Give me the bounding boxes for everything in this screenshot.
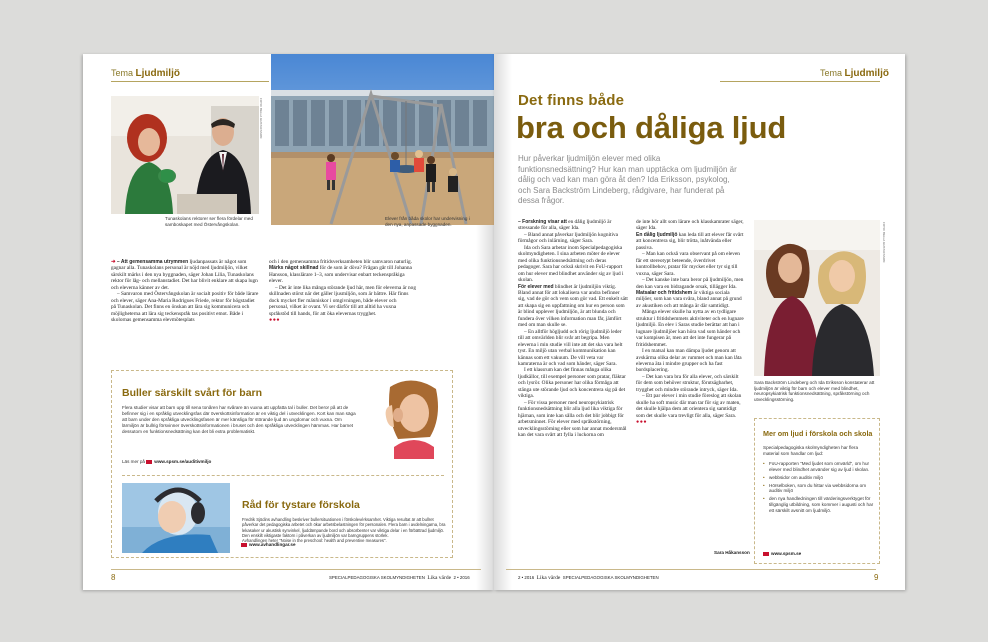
page-number: 9 xyxy=(874,573,879,582)
photo-child-headphones xyxy=(122,483,230,553)
section-label: Tema Ljudmiljö xyxy=(820,68,889,79)
magazine-spread xyxy=(83,54,905,590)
section-rule xyxy=(111,81,269,82)
list-item: • Hörselboken, som du hittar via webbsidorna om auditiv miljö xyxy=(763,483,875,495)
arrow-icon xyxy=(763,552,769,556)
avhandlingar-link[interactable]: www.avhandlingar.se xyxy=(241,542,296,547)
list-item: • den nya handledningen till värderingsverktyget för tillgänglig utbildning, som kommer i augusti och har ett särskilt avsnitt om ljudmiljö. xyxy=(763,496,875,514)
left-page xyxy=(83,54,494,590)
section-label: Tema Ljudmiljö xyxy=(111,68,180,79)
fact-box xyxy=(111,370,453,558)
photo-rectors xyxy=(111,96,259,214)
page-footer: SPECIALPEDAGOGISKA SKOLMYNDIGHETEN Lika värde 2 • 2016 xyxy=(329,575,470,581)
photo-caption: Elever från båda skolor har undervisning i den nya, anpassade byggnaden. xyxy=(385,216,470,227)
arrow-icon xyxy=(241,543,247,547)
fact-box-text: Flera studier visar att barn upp till sena tonåren har svårare än vuxna att uppfatta tal i buller. Det beror på att de befinner sig i en språklig utvecklingsfas där överskottsinformation är en viktig del i utvecklingen. Kort kan man säga att barn under den språkliga utvecklingsfasen är mer känsliga för störande ljud än ungdomar och vuxna. Om lärmiljön är bullrig försvinner överskottsinformationen i bruset och den språkliga utvecklingen hämmas. Har barnet dessutom en funktionsnedsättning kan det bli extra problematiskt. xyxy=(122,405,356,434)
info-box-title: Mer om ljud i förskola och skola xyxy=(763,429,873,438)
fact-box-text: Fredrik Sjödins avhandling beskriver bullersituationen i förskolevérksamhet. Viktiga resultat är att bullret påverkar det pedagogiska arbetet och ökar arbetsbelastningen för personalen. Flera barn i avdelningarna, bra lekasaker ur akustisk synvinkel, ljuddämpande bord och absorbenter var viktiga delar i en förbättrad ljudmiljö. Den enskilt viktigaste faktorn i påverkan av ljudmiljön var barngruppens storlek. Avhandlingen heter "Noise in the preschool: health and preventive measures". xyxy=(242,517,446,544)
body-column: de inte hör allt som lärare och klasskamrater säger, säger Ida. En dålig ljudmiljö kan leda till att elever får svårt att koncentrera sig, blir trötta, inåtvända eller passiva. – Man kan också vara observant på om eleven får ett stereotypt beteende, överdrivet kontrollbehov, pratar för mycket eller tyr sig till vuxna, säger Sara. – Det kanske inte bara beror på ljudmiljön, men den kan vara en bidragande orsak, tillägger Ida. Matsalar och fritidshem är viktiga sociala miljöer, som kan vara svåra, bland annat på grund av akustiken och att många är där samtidigt. Många elever skulle ha nytta av en tydligare struktur i fritidshemmets aktiviteter och en lugnare ljudmiljö. En elev i Saras studie berättar att han i lugnare ljudmiljöer kan höra vad som händer och var kompisen är, men att det inte fungerar på fritidshemmet. I en matsal kan man dämpa ljudet genom att avskärma olika delar av rummet och man kan låta eleverna äta i mindre grupper och ha fast bordsplacering. – Det kan vara bra för alla elever, och särskilt för dem som behöver struktur, förutsägbarhet, trygghet och mindre störande intryck, säger Ida. – Ett par elever i min studie föreslog att skolan skulle ha soft music där man tar för sig av maten, det skulle hjälpa dem att orientera sig samtidigt som det skulle vara trevligt för alla, säger Sara. ●●● xyxy=(636,219,744,426)
resource-list xyxy=(763,461,875,514)
right-page xyxy=(494,54,905,590)
photo-experts xyxy=(754,220,880,376)
byline: Sara Håkansson xyxy=(714,550,750,555)
photo-credit: FOTO: BELLA GUSTAFSSON xyxy=(259,98,263,139)
arrow-icon xyxy=(146,460,152,464)
body-column: – Forskning visar att en dålig ljudmiljö är stressande för alla, säger Ida. – Bland annat påverkar ljudmiljön kognitiva förmågor och inlärning, säger Sara. Ida och Sara arbetar inom Specialpedagogiska skolmyndigheten. I sina arbeten möter de elever med olika funktionsnedsättning och deras pedagoger. Sara har också skrivit en FoU-rapport om hur elever med blindhet använder sig av ljud i skolan. För elever med blindhet är ljudmiljön viktig. Bland annat för att lokalisera var andra befinner sig, vad de gör och vem som gör vad. Ett enkelt sätt att skapa sig en uppfattning om hur en person som är blind upplever ljudmiljön, är att blunda och fundera över vilken information man får, jämfört med om man skulle se. – En alltför högljudd och rörig ljudmiljö leder till att omvärlden blir svår att begripa. Men eleverna i min studie vill inte att det ska vara helt tyst. En miljö utan verbal kommunikation kan kännas som ett vakuum. De vill veta var kamraterna är och vad som händer, säger Sara. I ett klassrum kan det finnas många olika ljudkällor, till exempel personer som pratar, fläktar och lysrör. Olika personer har olika förmåga att stänga ute störande ljud och koncentrera sig på det viktiga. – För vissa personer med neuropsykiatrisk funktionsnedsättning blir alla ljud lika viktiga för hjärnan, som inte kan sålla och det blir jobbigt för arbetsminnet. För elever med språkstörning, utvecklingsstörning eller som har annat modersmål kan det vara svårt att fylla i luckorna om xyxy=(518,219,628,438)
info-box xyxy=(754,418,880,564)
fact-box-title: Buller särskilt svårt för barn xyxy=(122,387,263,399)
info-box-text: Specialpedagogiska skolmyndigheten har flera material som handlar om ljud: • FoU-rapporten "Med ljudet som omvärld", om hur elever med blindhet använder sig av ljud i skolan. • webbsidor om auditiv miljö • Hörselboken, som du hittar via webbsidorna om auditiv miljö • den nya handledningen till värderingsverktyget för tillgänglig utbildning, som kommer i augusti och har ett särskilt avsnitt om ljudmiljö. xyxy=(763,445,875,516)
photo-credit: FOTO: BELLA GUSTAFSSON xyxy=(882,222,886,263)
article-ingress: Hur påverkar ljudmiljön elever med olika funktionsnedsättning? Hur kan man upptäcka om ljudmiljön är dålig och vad kan man göra åt den? Ida Eriksson, psykolog, och Sara Backström Lindeberg, rådgivare, har funderat på dessa frågor. xyxy=(518,154,737,206)
photo-caption: Sara Backström Lindeberg och Ida Eriksson konstaterar att ljudmiljön är viktig för barn och elever med blindhet, neuropsykiatrisk funktionsnedsättning, språkstörning och utvecklingsstörning. xyxy=(754,380,875,402)
body-column: och i den gemensamma fritidsverksamheten blir samvaron naturlig. Märks något skillnad för de som är döva? Frågan går till Johanna Hansson, klasslärare 1–3, som undervisar enbart teckenspråkiga elever. – Det är inte lika många störande ljud här, men för eleverna är nog skillnaden störst när det gäller ljusmiljön, som är bättre. Här finns dock mycket fler människor i omgivningen, både elever och personal, vilket är ovant. Vi ser därför till att alltid ha vuxna språkstöd till hands, för att öka elevernas trygghet. ●●● xyxy=(269,259,416,324)
page-footer: 2 • 2016 Lika värde SPECIALPEDAGOGISKA SKOLMYNDIGHETEN xyxy=(518,575,659,581)
section-rule xyxy=(720,81,880,82)
photo-girl-listening xyxy=(380,377,446,459)
read-more-link[interactable]: Läs mer på www.spsm.se/auditivmiljo xyxy=(122,459,212,464)
photo-schoolyard xyxy=(271,54,494,225)
fact-box-title: Råd för tystare förskola xyxy=(242,499,360,511)
spsm-link[interactable]: www.spsm.se xyxy=(763,551,801,556)
page-number: 8 xyxy=(111,573,116,582)
list-item: • webbsidor om auditiv miljö xyxy=(763,475,875,481)
body-column: ➜ – Att gemensamma utrymmen ljudanpassats är något som gagnar alla. Tunaskolans personal är nöjd med ljudmiljön, vilket särskilt märks i den nya byggnaden, säger Johan Lilia, Tunaskolans rektor för låg- och mellanstadiet. Det har blivit enklare att skapa lugn och eleverna känner av det. – Samvaron med Östervångskolan är socialt positiv för både lärare och elever, säger Ana-Maria Rodrigues Friede, rektor för högstadiet på Tunaskolan. Det finns en önskan att lära sig kommunicera och möjligheterna att lära sig teckenspråk tas positivt emot. Både i skolornas gemensamma elevmötesplats xyxy=(111,259,259,324)
photo-caption: Tunaskolans rektorer ser flera fördelar med samboskapet med Östervångskolan. xyxy=(165,216,253,227)
article-headline: bra och dåliga ljud xyxy=(516,110,787,145)
list-item: • FoU-rapporten "Med ljudet som omvärld", om hur elever med blindhet använder sig av ljud i skolan. xyxy=(763,461,875,473)
article-kicker: Det finns både xyxy=(518,92,625,109)
